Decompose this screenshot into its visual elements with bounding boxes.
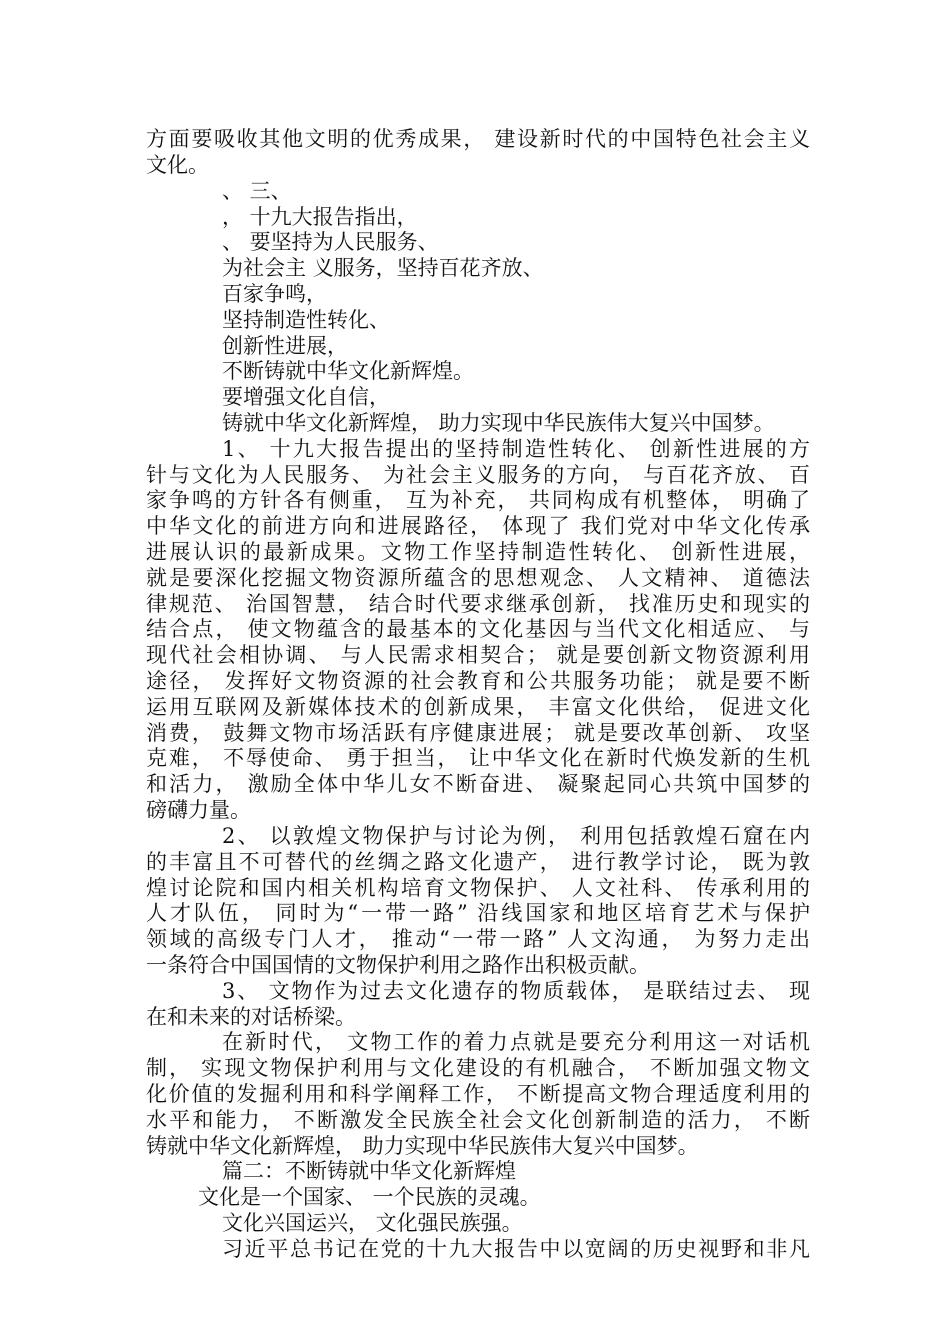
paragraph-line: 就是要深化挖掘文物资源所蕴含的思想观念、 人文精神、 道德法 [146,566,810,590]
paragraph-line: 中华文化的前进方向和进展路径， 体现了 我们党对中华文化传承 [146,514,810,538]
paragraph-line: 针与文化为人民服务、 为社会主义服务的方向， 与百花齐放、 百 [146,463,810,487]
paragraph-line: 现代社会相协调、 与人民需求相契合； 就是要创新文物资源利用 [146,643,810,667]
paragraph-line: 磅礴力量。 [146,798,251,822]
paragraph-line: 百家争鸣， [222,282,327,306]
paragraph-line: 领域的高级专门人才， 推动“一带一路” 人文沟通， 为努力走出 [146,927,810,951]
paragraph-line: 途径， 发挥好文物资源的社会教育和公共服务功能； 就是要不断 [146,669,810,693]
section-heading: 篇二：不断铸就中华文化新辉煌 [222,1159,516,1183]
paragraph-line: 坚持制造性转化、 [222,308,390,332]
paragraph-line: 文化兴国运兴， 文化强民族强。 [222,1211,523,1235]
paragraph-line: 铸就中华文化新辉煌， 助力实现中华民族伟大复兴中国梦。 [146,1134,699,1158]
paragraph-line: 化价值的发掘利用和科学阐释工作， 不断提高文物合理适度利用的 [146,1082,810,1106]
paragraph-line: 2、 以敦煌文物保护与讨论为例， 利用包括敦煌石窟在内 [222,824,810,848]
paragraph-line: 人才队伍， 同时为“一带一路” 沿线国家和地区培育艺术与保护 [146,901,810,925]
paragraph-line: 的丰富且不可替代的丝绸之路文化遗产， 进行教学讨论， 既为敦 [146,850,810,874]
paragraph-line: 在新时代， 文物工作的着力点就是要充分利用这一对话机 [222,1030,810,1054]
paragraph-line: ， 十九大报告指出， [222,205,418,229]
paragraph-line: 进展认识的最新成果。文物工作坚持制造性转化、 创新性进展， [146,540,810,564]
paragraph-line: 为社会主 义服务，坚持百花齐放、 [222,256,544,280]
paragraph-line: 文化是一个国家、 一个民族的灵魂。 [198,1185,541,1209]
paragraph-line: 铸就中华文化新辉煌， 助力实现中华民族伟大复兴中国梦。 [222,411,775,435]
paragraph-line: 、 三、 [222,179,292,203]
paragraph-line: 文化。 [146,153,209,177]
paragraph-line: 方面要吸收其他文明的优秀成果， 建设新时代的中国特色社会主义 [146,127,810,151]
paragraph-line: 在和未来的对话桥梁。 [146,1005,356,1029]
paragraph-line: 水平和能力， 不断激发全民族全社会文化创新制造的活力， 不断 [146,1108,810,1132]
paragraph-line: 习近平总书记在党的十九大报告中以宽阔的历史视野和非凡 [222,1237,810,1261]
paragraph-line: 制， 实现文物保护利用与文化建设的有机融合， 不断加强文物文 [146,1056,810,1080]
paragraph-line: 律规范、 治国智慧， 结合时代要求继承创新， 找准历史和现实的 [146,592,810,616]
paragraph-line: 结合点， 使文物蕴含的最基本的文化基因与当代文化相适应、 与 [146,617,810,641]
paragraph-line: 和活力， 激励全体中华儿女不断奋进、 凝聚起同心共筑中国梦的 [146,772,810,796]
paragraph-line: 克难， 不辱使命、 勇于担当， 让中华文化在新时代焕发新的生机 [146,746,810,770]
paragraph-line: 运用互联网及新媒体技术的创新成果， 丰富文化供给， 促进文化 [146,695,810,719]
paragraph-line: 、 要坚持为人民服务、 [222,230,439,254]
paragraph-line: 不断铸就中华文化新辉煌。 [222,359,474,383]
paragraph-line: 创新性进展， [222,334,348,358]
paragraph-line: 一条符合中国国情的文物保护利用之路作出积极贡献。 [146,953,650,977]
paragraph-line: 3、 文物作为过去文化遗存的物质载体， 是联结过去、 现 [222,979,810,1003]
paragraph-line: 煌讨论院和国内相关机构培育文物保护、 人文社科、 传承利用的 [146,876,810,900]
paragraph-line: 家争鸣的方针各有侧重， 互为补充， 共同构成有机整体， 明确了 [146,488,810,512]
paragraph-line: 要增强文化自信， [222,385,390,409]
paragraph-line: 消费， 鼓舞文物市场活跃有序健康进展； 就是要改革创新、 攻坚 [146,721,810,745]
paragraph-line: 1、 十九大报告提出的坚持制造性转化、 创新性进展的方 [222,437,810,461]
